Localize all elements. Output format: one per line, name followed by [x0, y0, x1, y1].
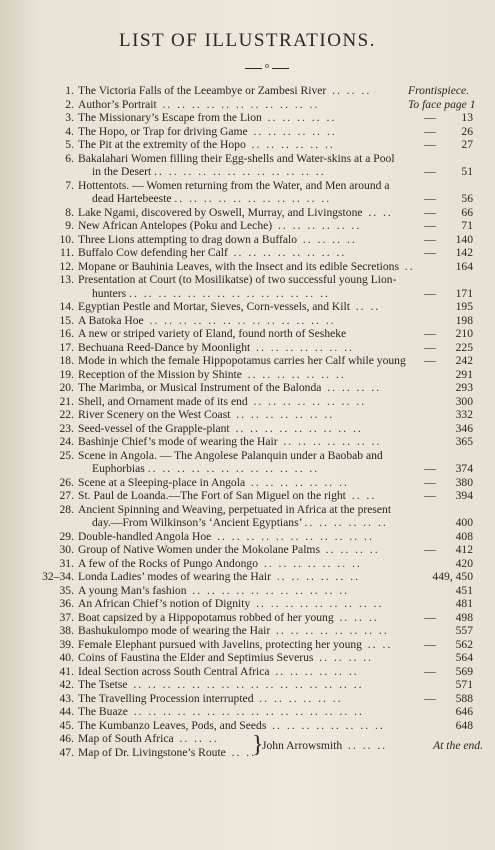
item-number: 37.	[59, 610, 74, 624]
item-number: 12.	[59, 259, 74, 273]
illustrations-list	[0, 84, 495, 759]
list-item	[0, 273, 495, 300]
leader-dots: .. .. .. .. .. .. .. .. ..	[235, 421, 363, 435]
list-item	[0, 233, 495, 247]
item-number: 36.	[59, 597, 74, 610]
item-title: Hottentots. — Women returning from the Water, and Men around a	[78, 178, 390, 192]
page-number: To face page 1	[408, 97, 476, 111]
dash-separator: —	[424, 637, 436, 651]
page-number: 13	[461, 111, 473, 124]
dash-separator: —	[424, 111, 436, 124]
item-title: The Victoria Falls of the Leeambye or Zambesi River .. .. ..	[78, 84, 372, 97]
list-item	[0, 678, 495, 692]
item-title: Bashukulompo mode of wearing the Hair .. .. .. .. .. .. .. ..	[78, 624, 389, 637]
page-number: 646	[455, 705, 473, 718]
leader-dots: .. .. ..	[332, 84, 372, 97]
item-title: Londa Ladies’ modes of wearing the Hair .. .. .. .. .. ..	[78, 570, 361, 583]
item-number: 17.	[59, 340, 74, 354]
item-title: The Kumbanzo Leaves, Pods, and Seeds .. .. .. .. .. .. .. ..	[78, 718, 385, 732]
page-number: 588	[455, 691, 473, 705]
leader-dots: .. ..	[367, 637, 393, 651]
map-author	[262, 739, 387, 753]
page-number: 365	[455, 435, 473, 448]
leader-dots: .. .. .. .. .. .. .. .. .. .. .. ..	[147, 462, 320, 475]
page-number: 242	[455, 354, 473, 367]
item-title: Coins of Faustina the Elder and Septimius Severus .. .. .. ..	[78, 651, 374, 664]
leader-dots: .. .. .. .. .. .. ..	[247, 367, 346, 381]
item-title: Bashinje Chief’s mode of wearing the Hair .. .. .. .. .. .. ..	[78, 435, 382, 448]
list-item	[0, 327, 495, 341]
list-item	[0, 152, 495, 179]
item-title: Presentation at Court (to Mosilikatse) of two successful young Lion-	[78, 273, 397, 286]
page-number: 562	[455, 637, 473, 651]
leader-dots: .. .. .. .. .. .. .. ..	[272, 718, 385, 732]
item-number: 22.	[59, 408, 74, 421]
item-number: 32–34.	[42, 570, 74, 583]
dash-separator: —	[424, 219, 436, 232]
list-item	[0, 314, 495, 328]
dash-separator: —	[424, 327, 436, 340]
item-title: Egyptian Pestle and Mortar, Sieves, Corn-vessels, and Kilt .. ..	[78, 300, 381, 313]
page-number: 571	[455, 678, 473, 691]
list-item	[0, 651, 495, 665]
item-title: A new or striped variety of Eland, found north of Sesheke	[78, 327, 347, 340]
dash-separator: —	[424, 205, 436, 219]
page-number: 648	[455, 718, 473, 732]
dash-separator: —	[424, 340, 436, 354]
page-number: 374	[455, 462, 473, 475]
list-item	[0, 125, 495, 139]
item-title: Scene at a Sleeping-place in Angola .. .. .. .. .. .. ..	[78, 475, 349, 489]
list-item	[0, 557, 495, 571]
leader-dots: .. .. .. .. .. .. .. .. .. .. ..	[162, 97, 320, 111]
leader-dots: .. .. .. .. .. .. .. .. .. .. ..	[174, 192, 332, 205]
item-number: 20.	[59, 381, 74, 394]
item-title: The Travelling Procession interrupted .. .. .. .. .. ..	[78, 691, 343, 705]
item-title-line2: in the Desert	[92, 165, 152, 178]
item-number: 47.	[59, 745, 74, 759]
item-number: 35.	[59, 583, 74, 597]
list-item	[0, 408, 495, 422]
item-number: 4.	[65, 124, 74, 138]
item-title: Ancient Spinning and Weaving, perpetuated in Africa at the present	[78, 502, 392, 516]
leader-dots: .. .. .. .. .. ..	[253, 124, 337, 138]
item-title-line2: day.—From Wilkinson’s ‘Ancient Egyptians’	[92, 516, 302, 529]
page-number: 346	[455, 421, 473, 435]
item-number: 30.	[59, 543, 74, 556]
item-title: An African Chief’s notion of Dignity .. .. .. .. .. .. .. .. ..	[78, 597, 384, 610]
list-item	[0, 368, 495, 382]
page-number: 569	[455, 664, 473, 678]
leader-dots: .. .. .. ..	[327, 381, 382, 394]
item-title: Female Elephant pursued with Javelins, protecting her young .. ..	[78, 637, 393, 651]
item-number: 7.	[65, 178, 74, 192]
list-item	[0, 665, 495, 679]
item-number: 27.	[59, 489, 74, 502]
page-number: 557	[455, 624, 473, 637]
page-number: 449, 450	[432, 570, 473, 583]
leader-dots: .. .. .. .. .. .. .. ..	[276, 624, 389, 637]
item-title: Boat capsized by a Hippopotamus robbed of her young .. .. ..	[78, 610, 379, 624]
item-title: Shell, and Ornament made of its end .. .. .. .. .. .. .. ..	[78, 394, 367, 408]
item-number: 38.	[59, 624, 74, 637]
page-number: 412	[455, 543, 473, 556]
leader-dots: .. .. .. .. .. ..	[251, 138, 335, 151]
item-title: New African Antelopes (Poku and Leche) .. .. .. .. .. ..	[78, 219, 362, 232]
item-number: 43.	[59, 691, 74, 705]
list-item	[0, 422, 495, 436]
item-number: 19.	[59, 367, 74, 381]
page-number: 564	[455, 651, 473, 664]
list-item	[0, 300, 495, 314]
list-item	[0, 624, 495, 638]
item-number: 29.	[59, 529, 74, 543]
list-item	[0, 543, 495, 557]
page-number: 225	[455, 340, 473, 354]
page-number: 394	[455, 489, 473, 502]
item-number: 40.	[59, 651, 74, 664]
page-number: 198	[455, 313, 473, 327]
leader-dots: .. ..	[368, 205, 393, 219]
leader-dots: .. .. .. .. .. .. .. .. .. .. .. .. .. .. .. ..	[133, 678, 364, 691]
dash-separator: —	[424, 664, 436, 678]
list-item	[0, 611, 495, 625]
dash-separator: —	[424, 462, 436, 475]
item-number: 10.	[59, 232, 74, 246]
page-number: 171	[455, 286, 473, 300]
page-number: Frontispiece.	[408, 84, 470, 97]
dash-separator: —	[424, 610, 436, 624]
leader-dots: .. .. .. .. .. .. .. .. .. .. .. .. .. ..	[129, 286, 330, 300]
item-title: Double-handled Angola Hoe .. .. .. .. .. .. .. .. .. .. ..	[78, 529, 374, 543]
page-number: 140	[455, 232, 473, 246]
leader-dots: .. .. .. .. .. .. .. ..	[233, 246, 347, 259]
item-number: 15.	[59, 313, 74, 327]
page-number: 408	[455, 529, 473, 543]
list-item	[0, 476, 495, 490]
page-number: 293	[455, 381, 473, 394]
list-item	[0, 179, 495, 206]
page-number: 300	[455, 394, 473, 408]
item-title: River Scenery on the West Coast .. .. .. .. .. .. ..	[78, 408, 335, 421]
item-number: 46.	[59, 732, 74, 745]
item-number: 3.	[65, 111, 74, 124]
list-item	[0, 138, 495, 152]
item-number: 9.	[65, 219, 74, 232]
item-number: 31.	[59, 556, 74, 570]
item-number: 14.	[59, 300, 74, 313]
item-title: Scene in Angola. — The Angolese Palanquin under a Baobab and	[78, 448, 383, 462]
item-title: The Missionary’s Escape from the Lion .. .. .. .. ..	[78, 111, 337, 124]
item-title-line2: Euphorbias	[92, 462, 145, 475]
leader-dots: .. .. .. ..	[319, 651, 374, 664]
page-number: 451	[455, 583, 473, 597]
leader-dots: .. .. .. ..	[302, 232, 357, 246]
item-title-line2: hunters	[92, 286, 127, 300]
item-title: Reception of the Mission by Shinte .. .. .. .. .. .. ..	[78, 367, 346, 381]
list-item	[0, 395, 495, 409]
item-number: 25.	[59, 448, 74, 462]
leader-dots: .. .. .. .. .. .. .. .. .. .. .. .. .. .. .. ..	[133, 705, 364, 718]
page-number: 498	[455, 610, 473, 624]
dash-separator: —	[424, 691, 436, 705]
leader-dots: .. .. .. .. .. .. ..	[283, 435, 382, 448]
item-title: Lake Ngami, discovered by Oswell, Murray, and Livingstone .. ..	[78, 205, 393, 219]
grouping-brace: }	[252, 732, 264, 758]
leader-dots: .. ..	[351, 489, 377, 502]
list-item	[0, 435, 495, 449]
item-title: Author’s Portrait .. .. .. .. .. .. .. .. .. .. ..	[78, 97, 320, 111]
item-title-continued	[92, 516, 388, 530]
item-title-continued	[92, 287, 330, 301]
list-item	[0, 530, 495, 544]
item-title: A few of the Rocks of Pungo Andongo .. .. .. .. .. .. ..	[78, 556, 362, 570]
dash-separator: —	[424, 246, 436, 259]
page-number: 400	[455, 516, 473, 529]
list-item	[0, 489, 495, 503]
page-number: At the end.	[433, 739, 483, 752]
item-number: 2.	[65, 97, 74, 111]
list-item	[0, 381, 495, 395]
item-number: 26.	[59, 475, 74, 489]
leader-dots: .. .. ..	[179, 732, 219, 745]
list-item	[0, 584, 495, 598]
item-title: The Hopo, or Trap for driving Game .. .. .. .. .. ..	[78, 124, 337, 138]
list-item	[0, 260, 495, 274]
item-title: Group of Native Women under the Mokolane Palms .. .. .. ..	[78, 543, 380, 556]
dash-separator: —	[424, 165, 436, 178]
item-title-line2: dead Hartebeeste	[92, 192, 172, 205]
page-number: 420	[455, 556, 473, 570]
leader-dots: .. .. .. ..	[325, 543, 380, 556]
list-item	[0, 206, 495, 220]
map-title: Map of Dr. Livingstone’s Route	[78, 745, 226, 759]
dash-separator: —	[424, 192, 436, 205]
page-number: 210	[455, 327, 473, 340]
dash-separator: —	[424, 124, 436, 138]
item-title: Seed-vessel of the Grapple-plant .. .. .. .. .. .. .. .. ..	[78, 421, 363, 435]
map-entries	[0, 732, 495, 759]
list-item	[0, 719, 495, 733]
page-number: 164	[455, 259, 473, 273]
dash-separator: —	[424, 354, 436, 367]
item-number: 13.	[59, 273, 74, 286]
item-title: The Marimba, or Musical Instrument of the Balonda .. .. .. ..	[78, 381, 382, 394]
dash-separator: —	[424, 232, 436, 246]
leader-dots: .. .. ..	[348, 739, 388, 752]
item-title: Bechuana Reed-Dance by Moonlight .. .. .. .. .. .. ..	[78, 340, 355, 354]
item-number: 41.	[59, 664, 74, 678]
item-title-continued	[92, 165, 326, 179]
leader-dots: ..	[404, 259, 415, 273]
leader-dots: .. .. .. .. .. .. ..	[236, 408, 335, 421]
item-title: Mode in which the female Hippopotamus carries her Calf while young	[78, 354, 406, 367]
list-item	[0, 219, 495, 233]
page-number: 291	[455, 367, 473, 381]
leader-dots: .. .. .. .. .. .. .. .. .. .. ..	[217, 529, 374, 543]
item-title-continued	[92, 462, 319, 476]
item-number: 42.	[59, 678, 74, 691]
list-item	[0, 503, 495, 530]
item-number: 45.	[59, 718, 74, 732]
item-number: 5.	[65, 138, 74, 151]
page-number: 66	[461, 205, 473, 219]
leader-dots: .. .. ..	[339, 610, 379, 624]
list-item	[0, 84, 495, 98]
dash-separator: —	[424, 543, 436, 556]
leader-dots: .. .. .. .. .. ..	[304, 516, 388, 529]
item-number: 18.	[59, 354, 74, 367]
item-title: St. Paul de Loanda.—The Fort of San Miguel on the right .. ..	[78, 489, 377, 502]
item-title: Buffalo Cow defending her Calf .. .. .. .. .. .. .. ..	[78, 246, 347, 259]
item-number: 11.	[59, 246, 74, 259]
item-title-continued	[92, 192, 331, 206]
page-number: 142	[455, 246, 473, 259]
item-title	[78, 746, 256, 760]
leader-dots: .. .. .. .. .. .. ..	[250, 475, 349, 489]
item-number: 39.	[59, 637, 74, 651]
page-number: 27	[461, 138, 473, 151]
list-item	[0, 692, 495, 706]
map-title: Map of South Africa	[78, 732, 174, 745]
dash-separator: —	[424, 489, 436, 502]
list-item	[0, 705, 495, 719]
item-title: The Pit at the extremity of the Hopo .. .. .. .. .. ..	[78, 138, 335, 151]
item-title: Bakalahari Women filling their Egg-shells and Water-skins at a Pool	[78, 151, 395, 165]
item-number: 28.	[59, 502, 74, 516]
leader-dots: .. .. .. .. .. ..	[259, 691, 343, 705]
item-title	[78, 732, 219, 746]
item-number: 24.	[59, 435, 74, 448]
dash-separator: —	[424, 475, 436, 489]
leader-dots: .. ..	[355, 300, 381, 313]
list-item	[0, 570, 495, 584]
item-title: A Batoka Hoe .. .. .. .. .. .. .. .. .. .. .. .. ..	[78, 313, 336, 327]
list-item	[0, 354, 495, 368]
leader-dots: .. .. .. .. .. .. ..	[256, 340, 355, 354]
leader-dots: .. .. .. .. .. ..	[276, 570, 361, 583]
page-number: 481	[455, 597, 473, 610]
page-number: 26	[461, 124, 473, 138]
dash-separator: —	[424, 286, 436, 300]
list-item	[0, 597, 495, 611]
leader-dots: .. .. .. .. .. ..	[275, 664, 359, 678]
page-number: 380	[455, 475, 473, 489]
item-number: 6.	[65, 151, 74, 165]
dash-separator: —	[424, 138, 436, 151]
leader-dots: .. .. .. .. .. .. ..	[263, 556, 362, 570]
page-number: 71	[461, 219, 473, 232]
page-number: 195	[455, 300, 473, 313]
leader-dots: .. .. .. .. ..	[267, 111, 337, 124]
leader-dots: .. .. .. .. .. .. .. .. .. .. .. .. ..	[149, 313, 336, 327]
item-number: 44.	[59, 705, 74, 718]
item-title: Ideal Section across South Central Africa .. .. .. .. .. ..	[78, 664, 359, 678]
list-item	[0, 246, 495, 260]
list-item	[0, 449, 495, 476]
item-title: The Buaze .. .. .. .. .. .. .. .. .. .. .. .. .. .. .. ..	[78, 705, 364, 718]
leader-dots: .. .. .. .. .. .. .. .. .. .. .. ..	[154, 165, 326, 178]
leader-dots: .. ..	[231, 745, 257, 759]
author-name: John Arrowsmith	[262, 739, 343, 752]
list-item	[0, 98, 495, 112]
item-number: 1.	[65, 84, 74, 97]
item-number: 8.	[65, 205, 74, 219]
item-title: The Tsetse .. .. .. .. .. .. .. .. .. .. .. .. .. .. .. ..	[78, 678, 364, 691]
list-item	[0, 111, 495, 125]
list-item	[0, 341, 495, 355]
page-number: 56	[461, 192, 473, 205]
page-title: LIST OF ILLUSTRATIONS.	[119, 30, 376, 51]
leader-dots: .. .. .. .. .. .. .. .. ..	[256, 597, 384, 610]
item-title: Mopane or Bauhinia Leaves, with the Insect and its edible Secretions ..	[78, 259, 415, 273]
list-item	[0, 638, 495, 652]
item-title: Three Lions attempting to drag down a Buffalo .. .. .. ..	[78, 232, 357, 246]
item-number: 21.	[59, 394, 74, 408]
item-title: A young Man’s fashion .. .. .. .. .. .. .. .. .. .. ..	[78, 583, 350, 597]
leader-dots: .. .. .. .. .. ..	[277, 219, 362, 232]
leader-dots: .. .. .. .. .. .. .. .. .. .. ..	[192, 583, 350, 597]
page-number: 51	[461, 165, 473, 178]
title-ornament: o	[262, 61, 272, 70]
page-number: 332	[455, 408, 473, 421]
item-number: 23.	[59, 421, 74, 435]
item-number: 16.	[59, 327, 74, 340]
leader-dots: .. .. .. .. .. .. .. ..	[253, 394, 367, 408]
